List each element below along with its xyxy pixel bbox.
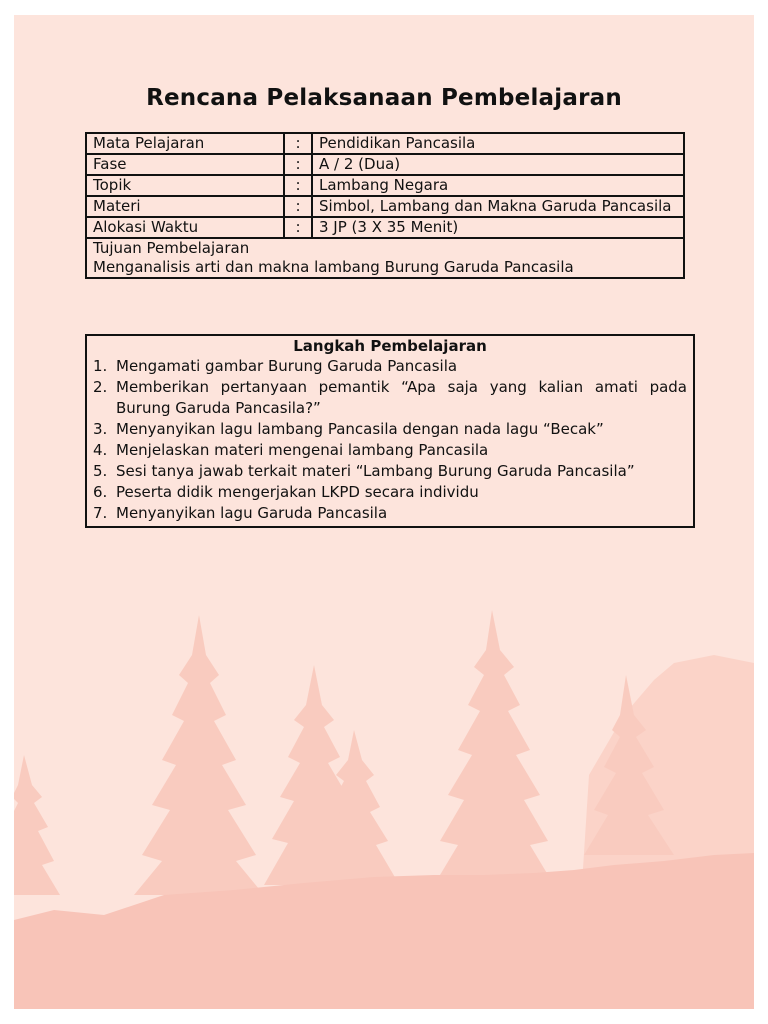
list-item <box>93 461 687 482</box>
page-title: Rencana Pelaksanaan Pembelajaran <box>146 85 622 111</box>
step-text: Menyanyikan lagu lambang Pancasila dengan nada lagu “Becak” <box>116 420 604 438</box>
step-text: Sesi tanya jawab terkait materi “Lambang Burung Garuda Pancasila” <box>116 462 635 480</box>
objective-row <box>86 238 684 278</box>
row-separator: : <box>284 154 312 175</box>
row-label: Fase <box>86 154 284 175</box>
learning-steps-box <box>85 334 695 528</box>
row-label: Topik <box>86 175 284 196</box>
row-separator: : <box>284 217 312 238</box>
step-number: 6. <box>93 483 108 501</box>
list-item <box>93 419 687 440</box>
list-item <box>93 440 687 461</box>
step-number: 2. <box>93 378 108 396</box>
row-separator: : <box>284 196 312 217</box>
row-value: Pendidikan Pancasila <box>312 133 684 154</box>
table-row <box>86 196 684 217</box>
row-label: Materi <box>86 196 284 217</box>
step-number: 3. <box>93 420 108 438</box>
document-page <box>14 15 754 1009</box>
row-value: Lambang Negara <box>312 175 684 196</box>
row-label: Mata Pelajaran <box>86 133 284 154</box>
list-item <box>93 482 687 503</box>
step-text: Menyanyikan lagu Garuda Pancasila <box>116 504 388 522</box>
step-number: 1. <box>93 357 108 375</box>
steps-list <box>93 356 687 524</box>
step-text: Mengamati gambar Burung Garuda Pancasila <box>116 357 458 375</box>
objective-heading: Tujuan Pembelajaran <box>93 239 250 257</box>
list-item <box>93 377 687 419</box>
step-text: Memberikan pertanyaan pemantik “Apa saja yang kalian amati pada Burung Garuda Pancasila?” <box>116 378 687 417</box>
row-label: Alokasi Waktu <box>86 217 284 238</box>
list-item <box>93 356 687 377</box>
table-row <box>86 175 684 196</box>
table-row <box>86 133 684 154</box>
row-value: 3 JP (3 X 35 Menit) <box>312 217 684 238</box>
steps-heading: Langkah Pembelajaran <box>293 337 487 355</box>
row-value: A / 2 (Dua) <box>312 154 684 175</box>
lesson-info-table <box>85 132 685 279</box>
step-number: 5. <box>93 462 108 480</box>
objective-text: Menganalisis arti dan makna lambang Burung Garuda Pancasila <box>93 258 574 276</box>
row-separator: : <box>284 133 312 154</box>
table-row <box>86 154 684 175</box>
step-number: 7. <box>93 504 108 522</box>
list-item <box>93 503 687 524</box>
step-number: 4. <box>93 441 108 459</box>
table-row <box>86 217 684 238</box>
step-text: Peserta didik mengerjakan LKPD secara individu <box>116 483 479 501</box>
row-separator: : <box>284 175 312 196</box>
step-text: Menjelaskan materi mengenai lambang Pancasila <box>116 441 489 459</box>
row-value: Simbol, Lambang dan Makna Garuda Pancasila <box>312 196 684 217</box>
